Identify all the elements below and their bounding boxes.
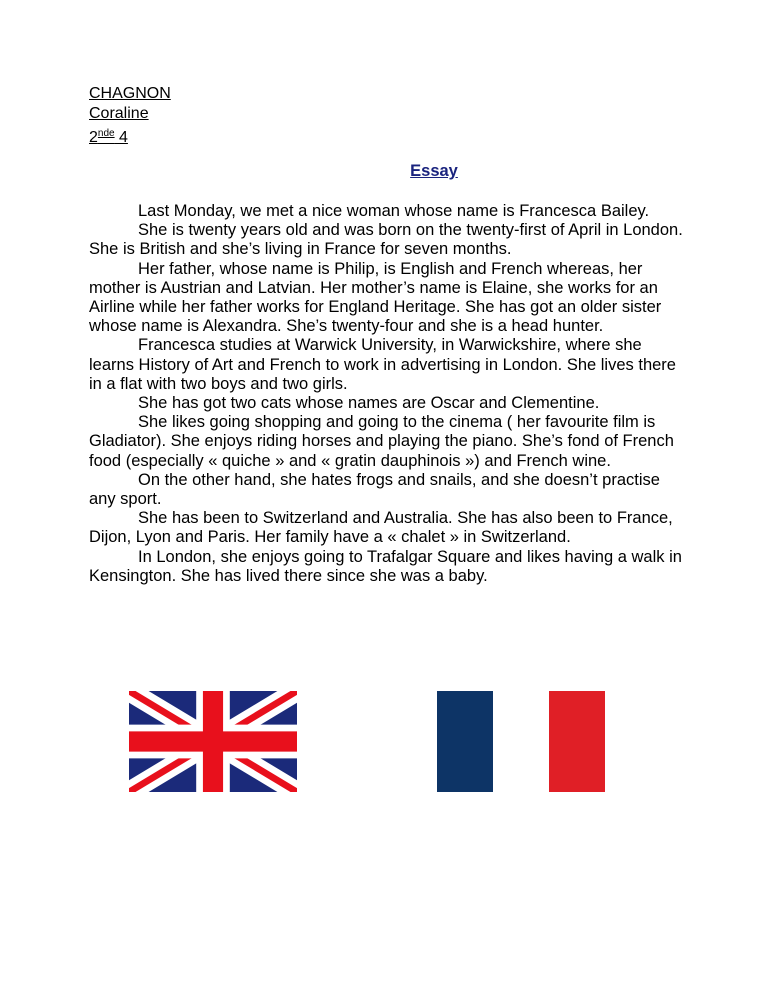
essay-title: Essay — [410, 162, 458, 180]
paragraph: Francesca studies at Warwick University, in Warwickshire, where she learns History of Art and French to work in advertising in London. She lives there in a flat with two boys and two girls. — [89, 336, 676, 393]
class-level-superscript: nde — [97, 128, 115, 139]
paragraph: Her father, whose name is Philip, is English and French whereas, her mother is Austrian and Latvian. Her mother’s name is Elaine, she works for an Airline while her father works for England Heritage. She has got an older sister whose name is Alexandra. She’s twenty-four and she is a head hunter. — [89, 259, 662, 336]
student-class — [89, 124, 171, 148]
essay-body — [89, 202, 689, 586]
class-number: 4 — [114, 129, 128, 146]
paragraph: In London, she enjoys going to Trafalgar Square and likes having a walk in Kensington. She has lived there since she was a baby. — [89, 547, 682, 585]
paragraph: Last Monday, we met a nice woman whose name is Francesca Bailey. — [138, 202, 650, 220]
paragraph: On the other hand, she hates frogs and snails, and she doesn’t practise any sport. — [89, 470, 660, 509]
uk-flag-image — [129, 691, 297, 792]
student-surname: CHAGNON — [89, 85, 171, 102]
france-flag-blue-band — [437, 691, 493, 792]
france-flag-image — [437, 691, 605, 792]
student-firstname: Coraline — [89, 105, 149, 122]
france-flag-red-band — [549, 691, 605, 792]
student-header — [89, 84, 171, 148]
paragraph: She is twenty years old and was born on the twenty-first of April in London. She is British and she’s living in France for seven months. — [89, 221, 683, 259]
paragraph: She has got two cats whose names are Oscar and Clementine. — [138, 394, 600, 413]
france-flag-white-band — [493, 691, 549, 792]
class-level: 2 — [89, 129, 98, 146]
paragraph: She has been to Switzerland and Australia. She has also been to France, Dijon, Lyon and Paris. Her family have a « chalet » in Switzerland. — [89, 509, 673, 547]
paragraph: She likes going shopping and going to the cinema ( her favourite film is Gladiator). She enjoys riding horses and playing the piano. She’s fond of French food (especially « quiche » and « gratin dauphinois ») and French wine. — [89, 413, 674, 470]
